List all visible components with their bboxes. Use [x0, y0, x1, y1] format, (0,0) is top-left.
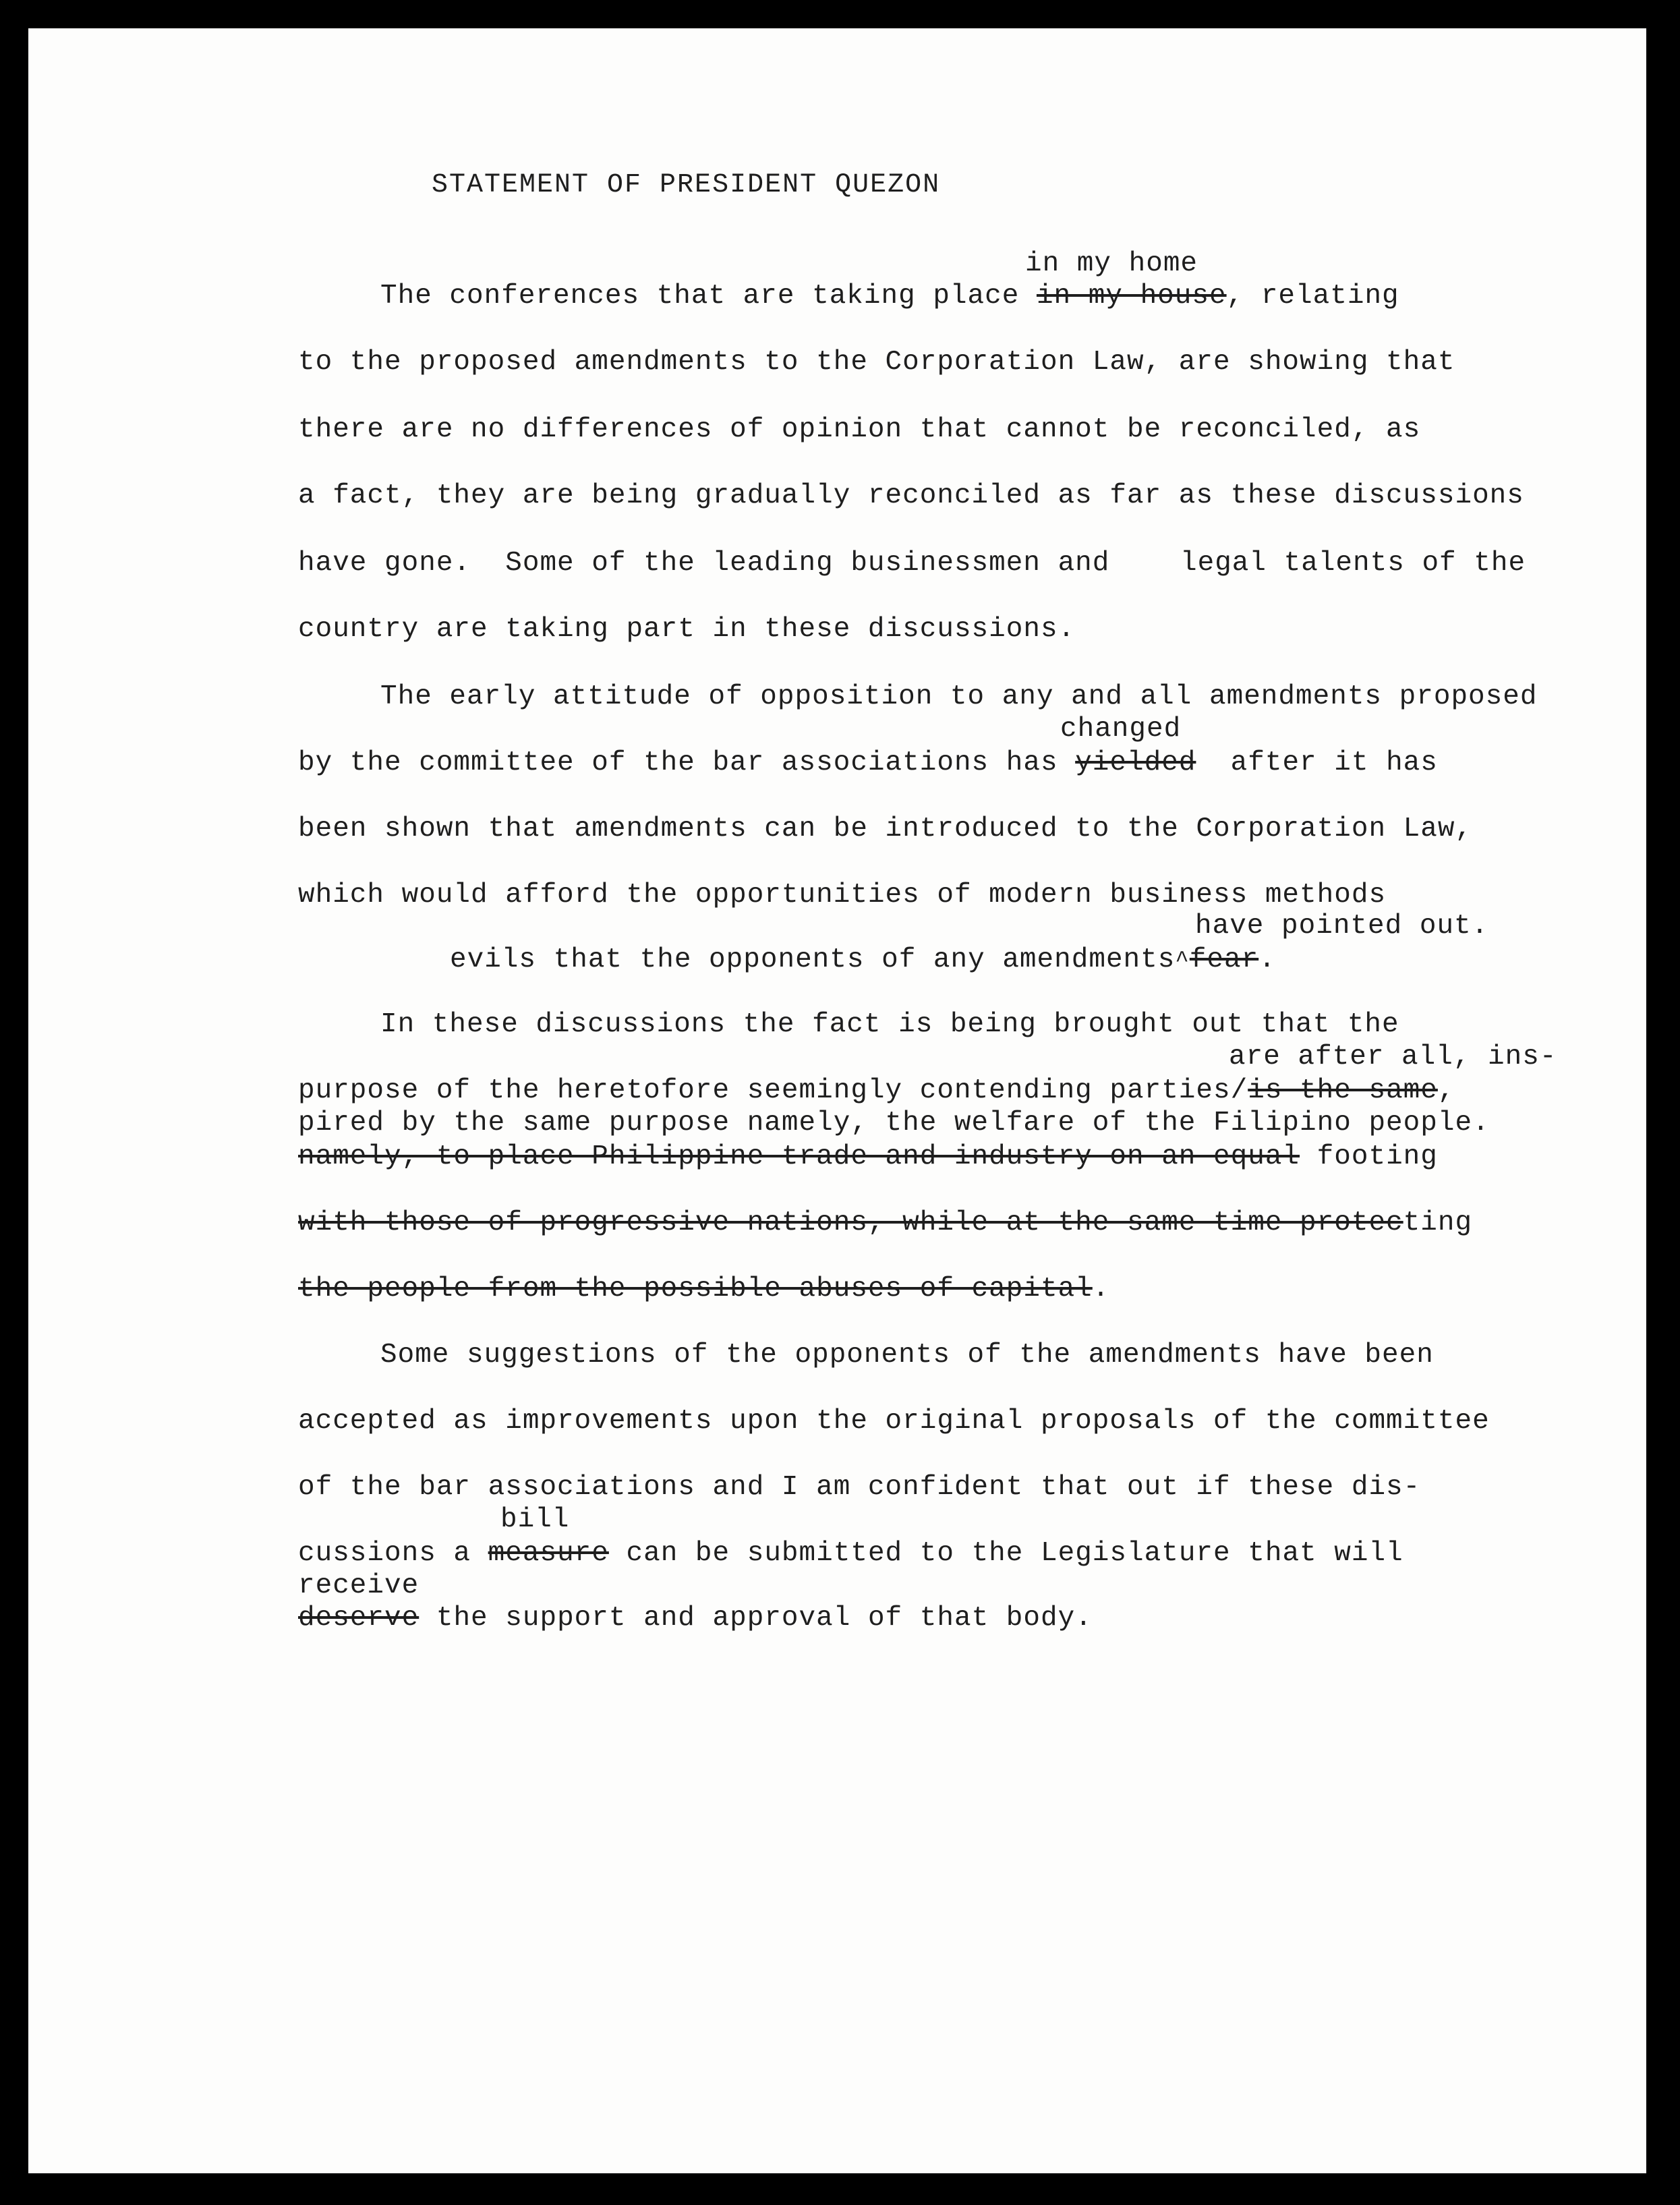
struck-text: is the same [1248, 1075, 1438, 1106]
p1-line-3: there are no differences of opinion that cannot be reconciled, as [298, 414, 1421, 445]
p2-line-4: which would afford the opportunities of modern business methods [298, 880, 1387, 911]
handwritten-insert-receive: receive [298, 1570, 419, 1601]
struck-text: deserve [298, 1603, 419, 1634]
p4-line-4: cussions a measure can be submitted to the Legislature that will [298, 1538, 1403, 1569]
p1-line-5b: legal talents of the [1180, 548, 1526, 579]
p1-line-4: a fact, they are being gradually reconciled as far as these discussions [298, 480, 1524, 511]
struck-text: namely, to place Philippine trade and industry on an equal [298, 1141, 1300, 1172]
p4-line-1: Some suggestions of the opponents of the amendments have been [380, 1340, 1434, 1371]
p4-line-5: deserve the support and approval of that body. [298, 1603, 1093, 1634]
p3-line-6: the people from the possible abuses of capital. [298, 1273, 1110, 1305]
p3-line-2: purpose of the heretofore seemingly contending parties/is the same, [298, 1075, 1455, 1106]
handwritten-insert-changed: changed [1060, 714, 1182, 745]
insertion-caret: ^ [1175, 948, 1190, 974]
p4-line-2: accepted as improvements upon the original proposals of the committee [298, 1406, 1490, 1437]
p2-line-1: The early attitude of opposition to any and all amendments proposed [380, 681, 1538, 712]
p1-line-5a: have gone. Some of the leading businessmen and [298, 548, 1110, 579]
struck-text: yielded [1075, 747, 1196, 778]
handwritten-insert-bill: bill [500, 1504, 570, 1535]
p1-line-1: The conferences that are taking place in my house, relating [380, 281, 1399, 312]
struck-text: fear [1189, 944, 1259, 975]
struck-text: the people from the possible abuses of capital [298, 1273, 1093, 1305]
struck-text: in my house [1036, 281, 1227, 312]
p3-line-3: pired by the same purpose namely, the welfare of the Filipino people. [298, 1108, 1490, 1139]
document-title: STATEMENT OF PRESIDENT QUEZON [432, 170, 941, 200]
p3-line-4: namely, to place Philippine trade and industry on an equal footing [298, 1141, 1438, 1172]
p1-line-2: to the proposed amendments to the Corporation Law, are showing that [298, 347, 1455, 378]
struck-text: with those of progressive nations, while at the same time protec [298, 1207, 1403, 1238]
struck-text: measure [488, 1538, 609, 1569]
p2-line-3: been shown that amendments can be introduced to the Corporation Law, [298, 813, 1473, 844]
p3-line-5: with those of progressive nations, while at the same time protecting [298, 1207, 1473, 1238]
handwritten-insert-have-pointed-out: have pointed out. [1195, 911, 1489, 942]
handwritten-insert-are-after-all: are after all, ins- [1229, 1041, 1557, 1072]
p2-line-5: evils that the opponents of any amendments^fear. [450, 944, 1276, 975]
p3-line-1: In these discussions the fact is being brought out that the [380, 1009, 1399, 1040]
p4-line-3: of the bar associations and I am confident that out if these dis- [298, 1472, 1421, 1503]
p1-line-6: country are taking part in these discussions. [298, 614, 1076, 645]
typed-page [28, 28, 1646, 2173]
handwritten-insert-in-my-home: in my home [1025, 248, 1198, 279]
p2-line-2: by the committee of the bar associations has yielded after it has [298, 747, 1438, 778]
